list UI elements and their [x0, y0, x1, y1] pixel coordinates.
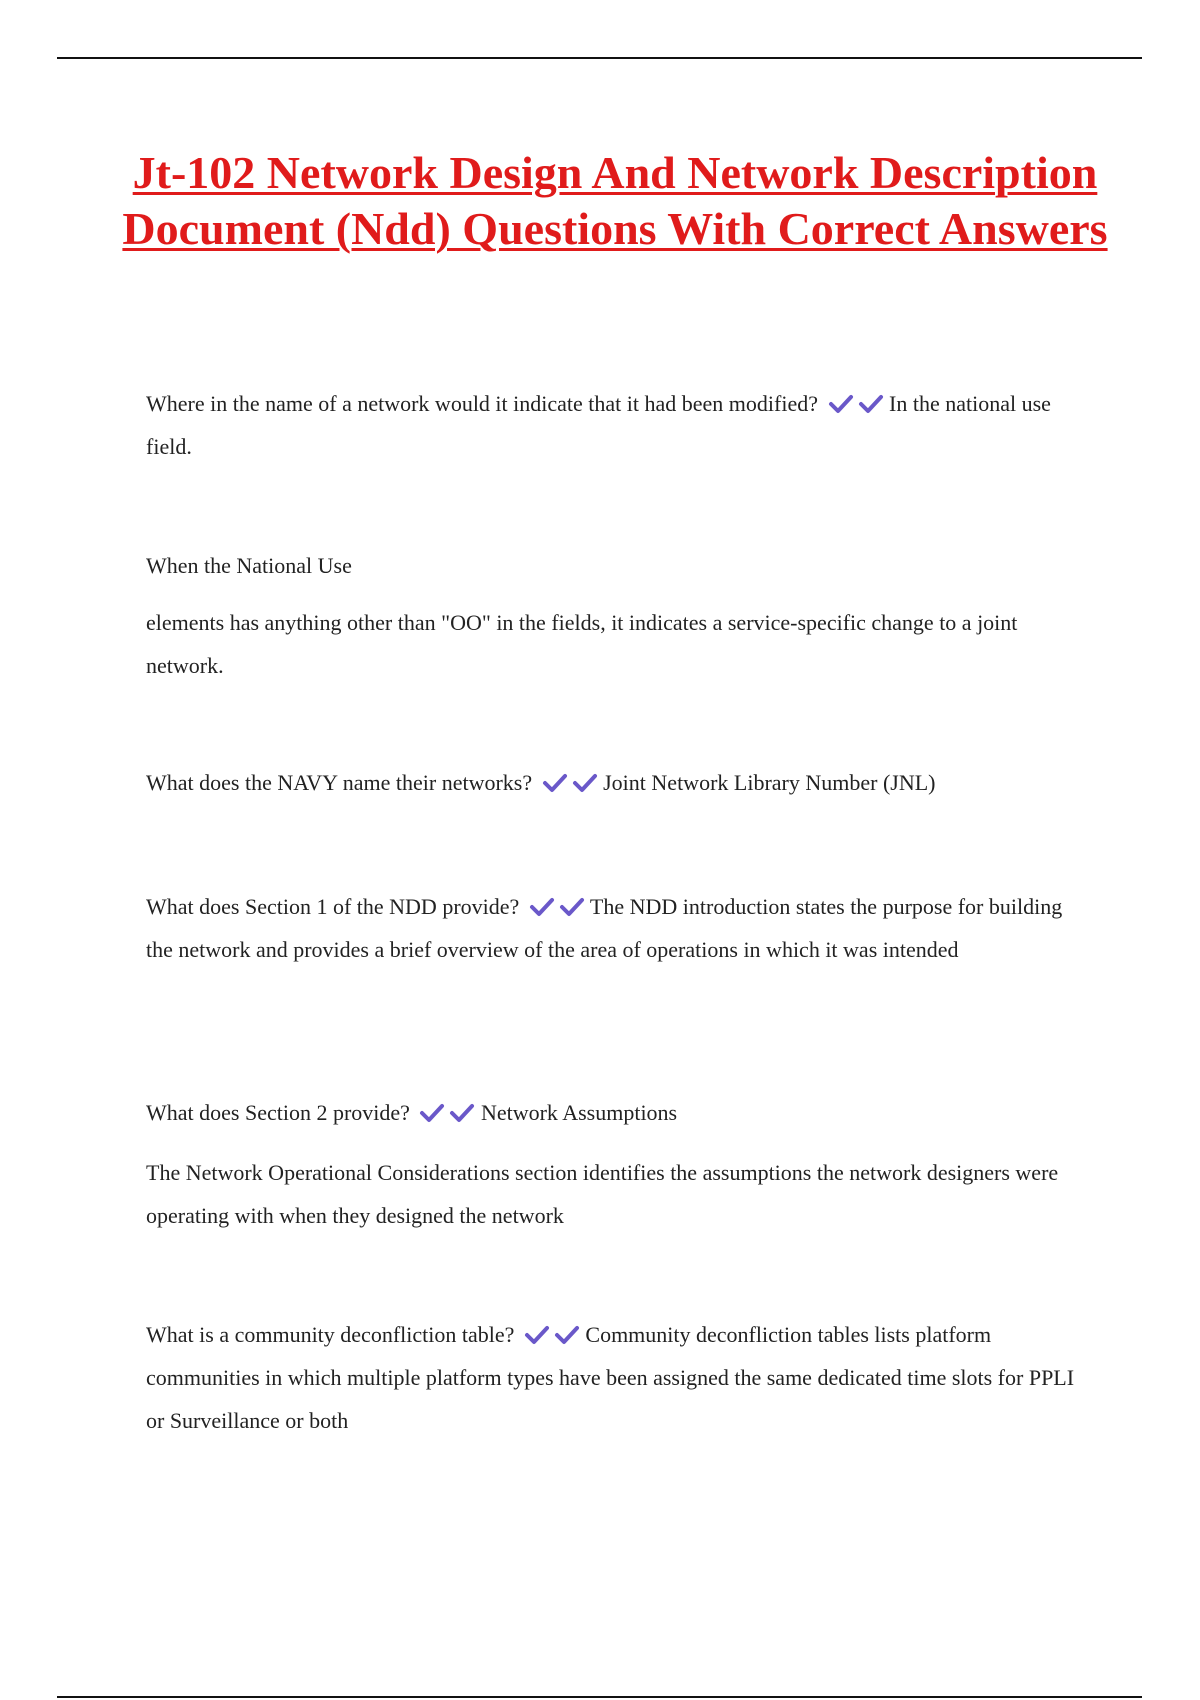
qa-item-4 — [146, 885, 1086, 971]
note-line-2: elements has anything other than "OO" in the fields, it indicates a service-specific change to a joint network. — [146, 610, 1018, 678]
checkmark-icon — [449, 1103, 475, 1123]
qa-item-text — [146, 1313, 1086, 1442]
qa-item-5 — [146, 1091, 1086, 1134]
checkmark-icon — [542, 773, 568, 793]
checkmark-icon — [524, 1325, 550, 1345]
checkmark-icon — [828, 394, 854, 414]
qa-item-3 — [146, 761, 1086, 804]
checkmark-icon — [419, 1103, 445, 1123]
page-title-text: Jt-102 Network Design And Network Description Document (Ndd) Questions With Correct Answers — [122, 147, 1108, 254]
answer-text: Joint Network Library Number (JNL) — [603, 770, 936, 795]
answer-detail-text: The Network Operational Considerations section identifies the assumptions the network designers were operating with when they designed the network — [146, 1160, 1059, 1228]
question-text: Where in the name of a network would it indicate that it had been modified? — [146, 391, 818, 416]
top-rule — [57, 57, 1142, 59]
qa-item-6 — [146, 1313, 1086, 1442]
checkmark-icon — [529, 897, 555, 917]
qa-item-1 — [146, 382, 1086, 468]
note-line-1: When the National Use — [146, 553, 352, 578]
answer-text: Network Assumptions — [480, 1100, 678, 1125]
qa-item-text — [146, 761, 1086, 804]
checkmark-icon — [554, 1325, 580, 1345]
qa-item-text — [146, 885, 1086, 971]
question-text: What does Section 2 provide? — [146, 1100, 410, 1125]
qa-item-5-extra — [146, 1151, 1086, 1237]
answer-text: Community deconfliction tables lists platform communities in which multiple platform types have been assigned the same dedicated time slots for PPLI or Surveillance or both — [146, 1322, 1075, 1433]
question-text: What is a community deconfliction table? — [146, 1322, 515, 1347]
qa-item-2-body — [146, 601, 1086, 687]
answer-text: The NDD introduction states the purpose for building the network and provides a brief overview of the area of operations in which it was intended — [146, 894, 1063, 962]
checkmark-icon — [559, 897, 585, 917]
answer-text: In the national use field. — [146, 391, 1051, 459]
question-text: What does the NAVY name their networks? — [146, 770, 533, 795]
checkmark-icon — [858, 394, 884, 414]
bottom-rule — [57, 1696, 1142, 1698]
qa-item-text — [146, 382, 1086, 468]
checkmark-icon — [572, 773, 598, 793]
question-text: What does Section 1 of the NDD provide? — [146, 894, 520, 919]
page-title — [120, 145, 1110, 257]
qa-item-2 — [146, 544, 1086, 587]
qa-item-text — [146, 1091, 1086, 1134]
